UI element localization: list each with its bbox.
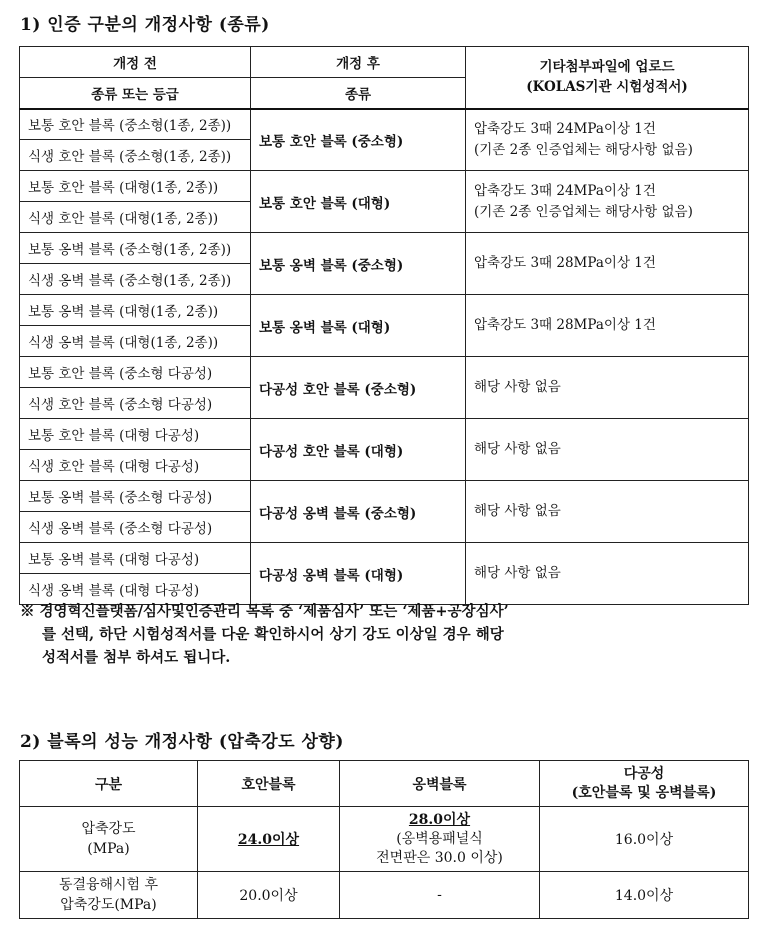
porous-freeze-thaw: 14.0이상 [540,872,749,919]
header-porous: 다공성 (호안블록 및 옹벽블록) [540,761,749,807]
before-cell: 보통 옹벽 블록 (중소형(1종, 2종)) [20,233,251,264]
header-upload: 기타첨부파일에 업로드 (KOLAS기관 시험성적서) [466,47,749,109]
before-cell: 보통 호안 블록 (대형(1종, 2종)) [20,171,251,202]
section2-title: 2) 블록의 성능 개정사항 (압축강도 상향) [20,732,344,752]
header-retaining: 옹벽블록 [340,761,540,807]
after-cell: 다공성 옹벽 블록 (대형) [251,543,466,605]
before-cell: 식생 옹벽 블록 (대형(1종, 2종)) [20,326,251,357]
before-cell: 보통 옹벽 블록 (대형(1종, 2종)) [20,295,251,326]
after-cell: 보통 호안 블록 (중소형) [251,109,466,171]
note-cell: 압축강도 3때 24MPa이상 1건 (기존 2종 인증업체는 해당사항 없음) [466,109,749,171]
after-cell: 다공성 호안 블록 (대형) [251,419,466,481]
after-cell: 보통 옹벽 블록 (중소형) [251,233,466,295]
before-cell: 보통 옹벽 블록 (중소형 다공성) [20,481,251,512]
footnote [20,600,740,669]
note-cell: 압축강도 3때 24MPa이상 1건 (기존 2종 인증업체는 해당사항 없음) [466,171,749,233]
header-after-sub: 종류 [251,78,466,109]
retaining-freeze-thaw: - [340,872,540,919]
before-cell: 식생 옹벽 블록 (중소형 다공성) [20,512,251,543]
header-revetment: 호안블록 [198,761,340,807]
after-cell: 다공성 호안 블록 (중소형) [251,357,466,419]
before-cell: 식생 호안 블록 (중소형 다공성) [20,388,251,419]
performance-revision-table [19,760,749,919]
after-cell: 보통 옹벽 블록 (대형) [251,295,466,357]
before-cell: 보통 호안 블록 (중소형(1종, 2종)) [20,109,251,140]
note-cell: 해당 사항 없음 [466,481,749,543]
before-cell: 식생 호안 블록 (대형(1종, 2종)) [20,202,251,233]
section1-title: 1) 인증 구분의 개정사항 (종류) [20,15,270,35]
note-cell: 해당 사항 없음 [466,543,749,605]
footnote-line: ※ 경영혁신플랫폼/심사및인증관리 목록 중 ‘제품심사’ 또는 ‘제품+공장심사’ [20,603,509,620]
before-cell: 식생 옹벽 블록 (대형 다공성) [20,574,251,605]
note-cell: 압축강도 3때 28MPa이상 1건 [466,233,749,295]
header-after: 개정 후 [251,47,466,78]
after-cell: 다공성 옹벽 블록 (중소형) [251,481,466,543]
footnote-line: 를 선택, 하단 시험성적서를 다운 확인하시어 상기 강도 이상일 경우 해당 [42,626,504,643]
porous-compressive: 16.0이상 [540,807,749,872]
before-cell: 식생 호안 블록 (대형 다공성) [20,450,251,481]
before-cell: 보통 호안 블록 (대형 다공성) [20,419,251,450]
revetment-freeze-thaw: 20.0이상 [198,872,340,919]
retaining-compressive: 28.0이상 (옹벽용패널식 전면판은 30.0 이상) [340,807,540,872]
header-before: 개정 전 [20,47,251,78]
before-cell: 보통 옹벽 블록 (대형 다공성) [20,543,251,574]
note-cell: 해당 사항 없음 [466,419,749,481]
row-label-compressive: 압축강도 (MPa) [20,807,198,872]
footnote-line: 성적서를 첨부 하셔도 됩니다. [42,649,231,666]
row-label-freeze-thaw: 동결융해시험 후 압축강도(MPa) [20,872,198,919]
note-cell: 해당 사항 없음 [466,357,749,419]
after-cell: 보통 호안 블록 (대형) [251,171,466,233]
note-cell: 압축강도 3때 28MPa이상 1건 [466,295,749,357]
revetment-compressive: 24.0이상 [198,807,340,872]
before-cell: 식생 옹벽 블록 (중소형(1종, 2종)) [20,264,251,295]
before-cell: 보통 호안 블록 (중소형 다공성) [20,357,251,388]
header-category: 구분 [20,761,198,807]
header-before-sub: 종류 또는 등급 [20,78,251,109]
before-cell: 식생 호안 블록 (중소형(1종, 2종)) [20,140,251,171]
certification-revision-table [19,46,749,605]
